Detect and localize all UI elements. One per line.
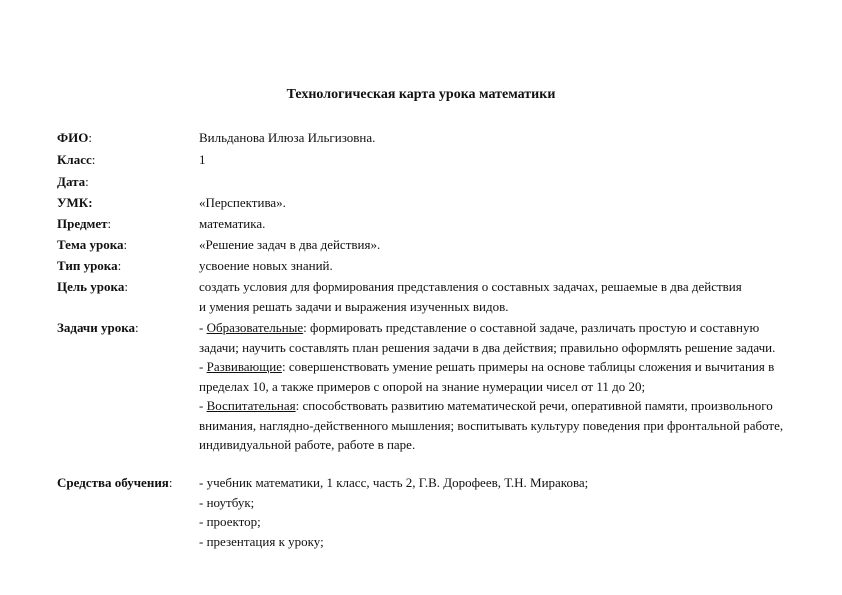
task-educational-text: : формировать представление о составной задаче, различать простую и составную задачи; научить составлять план решения задачи в два действия; правильно оформлять решение задачи. [199, 320, 776, 355]
means-item: - учебник математики, 1 класс, часть 2, Г.В. Дорофеев, Т.Н. Миракова; [199, 475, 589, 490]
task-upbringing-text: : способствовать развитию математической речи, оперативной памяти, произвольного внимания, наглядно-действенного мышления; воспитывать культуру поведения при фронтальной работе, индивидуальной работе, работе в паре. [199, 398, 784, 452]
fio-value: Вильданова Илюза Ильгизовна. [199, 130, 376, 145]
task-educational-label: Образовательные [206, 320, 304, 335]
document-title: Технологическая карта урока математики [286, 87, 556, 102]
subject-value: математика. [199, 216, 266, 231]
task-educational: - Образовательные: формировать представление о составной задаче, различать простую и составную задачи; научить составлять план решения задачи в два действия; правильно оформлять решение задачи. [199, 320, 776, 355]
topic-label: Тема урока: [57, 237, 128, 252]
grade-label: Класс: [57, 152, 96, 167]
tasks-label: Задачи урока: [57, 320, 139, 335]
goal-label: Цель урока: [57, 279, 128, 294]
task-developing-text: : совершенствовать умение решать примеры на основе таблицы сложения и вычитания в пределах 10, а также примеров с опорой на знание нумерации чисел от 11 до 20; [199, 359, 775, 394]
goal-line-1: создать условия для формирования представления о составных задачах, решаемые в два действия [199, 279, 742, 294]
lesson-type-label: Тип урока: [57, 258, 122, 273]
means-label: Средства обучения: [57, 475, 173, 490]
subject-label: Предмет: [57, 216, 112, 231]
grade-value: 1 [199, 152, 206, 167]
lesson-type-value: усвоение новых знаний. [199, 258, 333, 273]
topic-value: «Решение задач в два действия». [199, 237, 381, 252]
task-developing-label: Развивающие [206, 359, 283, 374]
means-list [199, 473, 789, 551]
means-item: - проектор; [199, 514, 261, 529]
fio-label: ФИО: [57, 130, 93, 145]
umk-label: УМК: [57, 195, 93, 210]
task-upbringing-label: Воспитательная [206, 398, 296, 413]
task-upbringing: - Воспитательная: способствовать развитию математической речи, оперативной памяти, произвольного внимания, наглядно-действенного мышления; воспитывать культуру поведения при фронтальной работе, индивидуальной работе, работе в паре. [199, 398, 784, 452]
means-item: - ноутбук; [199, 494, 255, 510]
date-label: Дата: [57, 174, 89, 189]
means-item: - презентация к уроку; [199, 533, 324, 549]
tasks-value [199, 318, 789, 455]
task-developing: - Развивающие: совершенствовать умение решать примеры на основе таблицы сложения и вычитания в пределах 10, а также примеров с опорой на знание нумерации чисел от 11 до 20; [199, 359, 775, 394]
umk-value: «Перспектива». [199, 195, 286, 210]
goal-line-2: и умения решать задачи и выражения изученных видов. [199, 298, 509, 314]
goal-value [199, 277, 799, 316]
